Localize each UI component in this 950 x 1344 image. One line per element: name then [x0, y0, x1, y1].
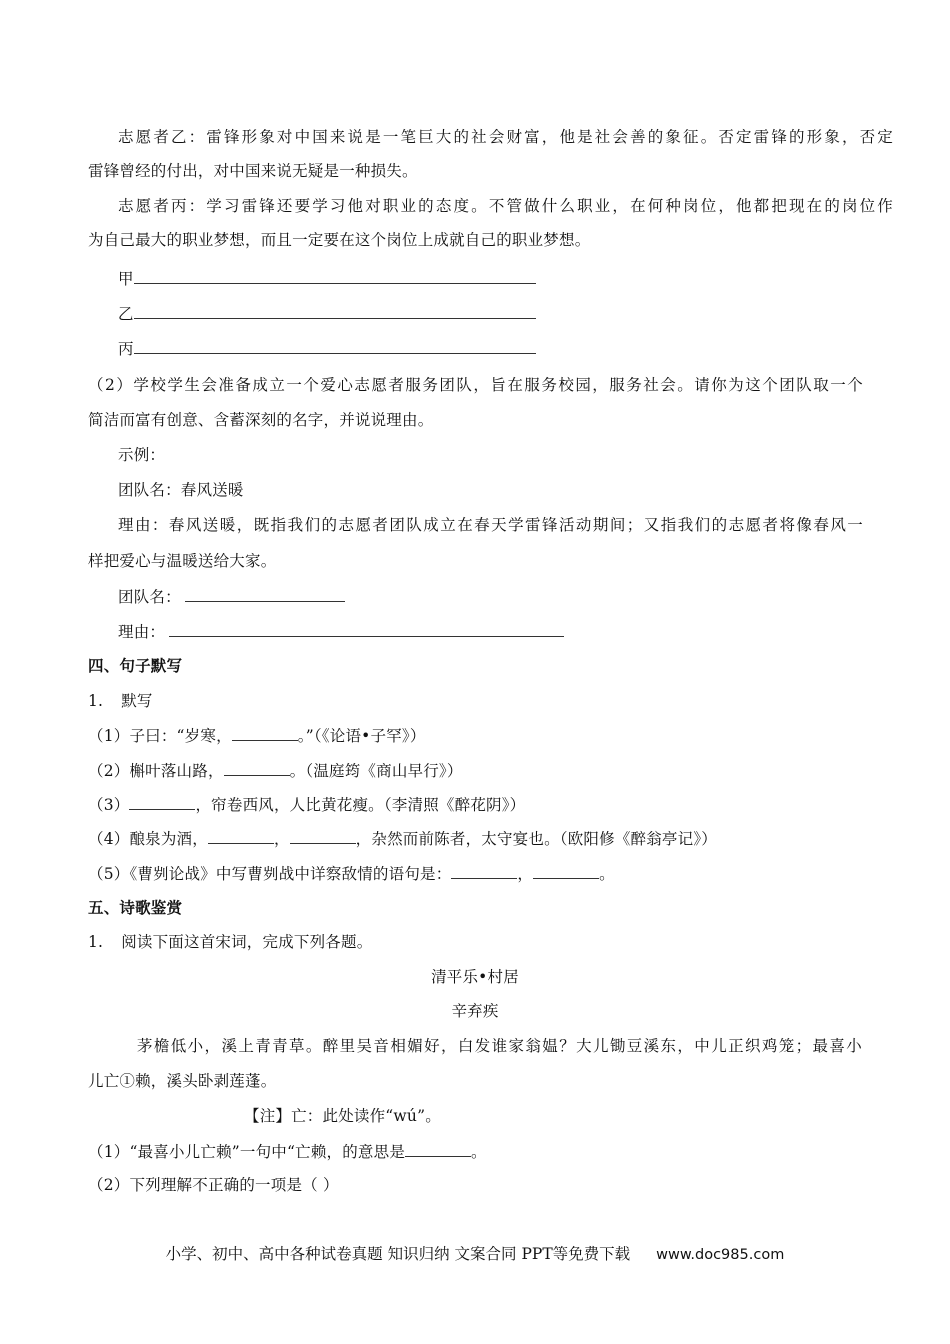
dictation-blank-5a[interactable]: [451, 863, 517, 879]
dictation-item-2: [88, 760, 463, 781]
poem-subquestion-1-text-b: 。: [471, 1143, 487, 1161]
dictation-item-4-text-b: ，: [273, 830, 290, 848]
dictation-item-4-text-c: ，杂然而前陈者，太守宴也。（欧阳修《醉翁亭记》）: [355, 830, 717, 848]
reason-example-line2: 样把爱心与温暖送给大家。: [88, 552, 277, 570]
dictation-blank-3[interactable]: [129, 794, 195, 810]
team-name-answer: [118, 586, 345, 607]
dictation-blank-5b[interactable]: [533, 863, 599, 879]
dictation-item-3-text-b: ，帘卷西风，人比黄花瘦。（李清照《醉花阴》）: [195, 796, 526, 814]
question2-line2: 简洁而富有创意、含蓄深刻的名字，并说说理由。: [88, 411, 434, 429]
poem-title: 清平乐•村居: [431, 968, 519, 986]
answer-label-yi: 乙: [118, 305, 134, 323]
answer-label-jia: 甲: [118, 270, 134, 288]
dictation-item-5-text-a: （5）《曹刿论战》中写曹刿战中详察敌情的语句是：: [88, 865, 452, 883]
dictation-item-2-text-a: （2）槲叶落山路，: [88, 762, 224, 780]
dictation-item-1-text-a: （1）子曰：“岁寒，: [88, 727, 232, 745]
poem-note: 【注】亡：此处读作“wú”。: [244, 1107, 441, 1125]
section5-heading: 五、诗歌鉴赏: [88, 899, 183, 917]
reason-blank[interactable]: [169, 621, 564, 637]
section4-question-title: 默写: [121, 692, 153, 710]
dictation-blank-2[interactable]: [224, 760, 290, 776]
poem-subquestion-1-blank[interactable]: [405, 1141, 471, 1157]
answer-line-bing: [118, 338, 536, 359]
dictation-blank-4a[interactable]: [208, 828, 274, 844]
dictation-item-3: [88, 794, 525, 815]
answer-line-jia: [118, 268, 536, 289]
poem-subquestion-2: （2）下列理解不正确的一项是（ ）: [88, 1176, 339, 1194]
poem-subquestion-1: [88, 1141, 487, 1162]
poem-text-line2: 儿亡①赖，溪头卧剥莲蓬。: [88, 1072, 277, 1090]
question2-line1: （2）学校学生会准备成立一个爱心志愿者服务团队，旨在服务校园，服务社会。请你为这个团队取一个: [88, 376, 863, 394]
answer-blank-yi[interactable]: [134, 303, 536, 319]
example-label: 示例：: [118, 446, 166, 464]
reason-example-line1: 理由：春风送暖，既指我们的志愿者团队成立在春天学雷锋活动期间；又指我们的志愿者将像春风一: [118, 516, 863, 534]
poem-text-line1: 茅檐低小，溪上青青草。醉里吴音相媚好，白发谁家翁媪？大儿锄豆溪东，中儿正织鸡笼；最喜小: [137, 1037, 862, 1055]
paragraph-volunteer-yi-line2: 雷锋曾经的付出，对中国来说无疑是一种损失。: [88, 162, 418, 180]
dictation-item-4-text-a: （4）酿泉为酒，: [88, 830, 208, 848]
answer-blank-jia[interactable]: [134, 268, 536, 284]
dictation-item-4: [88, 828, 717, 849]
poem-subquestion-1-text-a: （1）“最喜小儿亡赖”一句中“亡赖，的意思是: [88, 1143, 406, 1161]
section4-question-number: 1.: [88, 692, 104, 710]
dictation-item-2-text-b: 。（温庭筠《商山早行》）: [289, 762, 463, 780]
section4-question: [88, 691, 153, 711]
paragraph-volunteer-yi-line1: 志愿者乙：雷锋形象对中国来说是一笔巨大的社会财富，他是社会善的象征。否定雷锋的形象，否定: [118, 128, 893, 146]
answer-label-bing: 丙: [118, 340, 134, 358]
reason-answer: [118, 621, 564, 642]
team-name-example: 团队名：春风送暖: [118, 481, 244, 499]
section4-heading: 四、句子默写: [88, 657, 183, 675]
dictation-item-5-text-b: ，: [517, 865, 534, 883]
section5-question-number: 1.: [88, 933, 104, 951]
dictation-item-5: [88, 863, 615, 884]
team-name-blank[interactable]: [185, 586, 345, 602]
section5-question-title: 阅读下面这首宋词，完成下列各题。: [121, 933, 373, 951]
poem-author: 辛弃疾: [451, 1002, 499, 1020]
section5-question: [88, 932, 372, 952]
footer-text: 小学、初中、高中各种试卷真题 知识归纳 文案合同 PPT等免费下载: [165, 1245, 631, 1263]
team-name-label: 团队名：: [118, 588, 181, 606]
dictation-item-3-text-a: （3）: [88, 796, 130, 814]
dictation-item-1-text-b: 。”（《论语•子罕》）: [297, 727, 426, 745]
page-footer: [0, 1244, 950, 1265]
reason-label: 理由：: [118, 623, 166, 641]
paragraph-volunteer-bing-line2: 为自己最大的职业梦想，而且一定要在这个岗位上成就自己的职业梦想。: [88, 231, 591, 249]
paragraph-volunteer-bing-line1: 志愿者丙：学习雷锋还要学习他对职业的态度。不管做什么职业，在何种岗位，他都把现在的岗位作: [118, 197, 893, 215]
answer-blank-bing[interactable]: [134, 338, 536, 354]
dictation-blank-4b[interactable]: [290, 828, 356, 844]
dictation-item-5-text-c: 。: [599, 865, 615, 883]
dictation-item-1: [88, 725, 426, 746]
footer-link[interactable]: www.doc985.com: [656, 1247, 785, 1263]
answer-line-yi: [118, 303, 536, 324]
dictation-blank-1[interactable]: [232, 725, 298, 741]
